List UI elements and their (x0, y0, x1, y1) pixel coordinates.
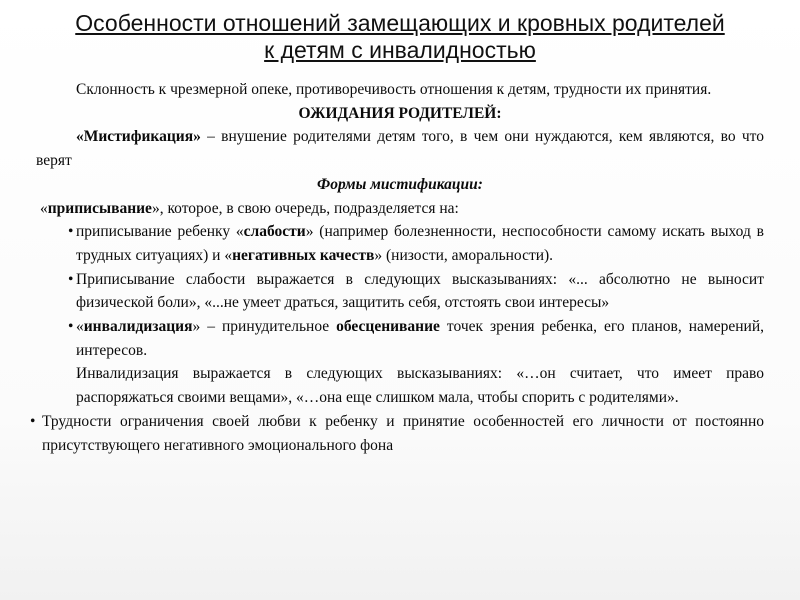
bullet-bold-negative-qualities: негативных качеств (232, 246, 375, 264)
bullet-text-1b: » (например болезненности, неспособности самому искать выход в трудных ситуациях) и « (76, 223, 764, 264)
bullet-weakness-attribution (36, 220, 764, 267)
slide-body (30, 78, 764, 457)
attribution-paragraph (36, 197, 764, 221)
bullet-marker: • (68, 270, 74, 288)
bullet-weakness-statements (36, 268, 764, 315)
attribution-term: приписывание (47, 199, 152, 217)
slide-title-line-1: Особенности отношений замещающих и кровных родителей (75, 10, 725, 36)
bullet-text-last: Трудности ограничения своей любви к ребенку и принятие особенностей его личности от постоянно присутствующего негативного эмоционального фона (42, 412, 764, 454)
bullet-text-3c: точек зрения ребенка, его планов, намерений, интересов. (76, 318, 764, 359)
forms-heading: Формы мистификации: (317, 175, 483, 193)
bullet-marker: • (68, 223, 74, 241)
bullet-text-1c: » (низости, аморальности). (374, 246, 554, 264)
bullet-text-2: Приписывание слабости выражается в следующих высказываниях: «... абсолютно не выносит физической боли», «...не умеет драться, защитить себя, отстоять свои интересы» (76, 270, 764, 312)
bullet-invalidation (36, 315, 764, 362)
bullet-text-3a: « (76, 318, 84, 336)
slide-title (0, 10, 800, 64)
invalidation-statements: Инвалидизация выражается в следующих высказываниях: «…он считает, что имеет право распоряжаться своими вещами», «…она еще слишком мала, чтобы спорить с родителями». (76, 365, 764, 407)
bullet-text-3b: » – принудительное (192, 318, 337, 336)
bullet-text-1a: приписывание ребенку « (76, 223, 244, 241)
mystification-paragraph (36, 125, 764, 172)
attribution-open-quote: « (40, 199, 48, 217)
bullet-marker: • (30, 412, 36, 430)
slide-title-line-2: к детям с инвалидностью (264, 37, 536, 63)
mystification-definition: – внушение родителями детям того, в чем они нуждаются, кем являются, во что верят (36, 128, 764, 170)
intro-paragraph: Склонность к чрезмерной опеке, противоречивость отношения к детям, трудности их принятия. (76, 81, 712, 98)
bullet-bold-invalidation: инвалидизация (83, 318, 193, 336)
mystification-term: «Мистификация» (76, 128, 201, 146)
bullet-marker: • (68, 318, 74, 336)
bullet-bold-devaluation: обесценивание (336, 318, 440, 336)
expectations-heading: ОЖИДАНИЯ РОДИТЕЛЕЙ: (298, 104, 502, 122)
bullet-love-difficulties (30, 410, 764, 457)
bullet-bold-weakness: слабости (243, 223, 306, 241)
attribution-rest: », которое, в свою очередь, подразделяется на: (151, 199, 459, 217)
